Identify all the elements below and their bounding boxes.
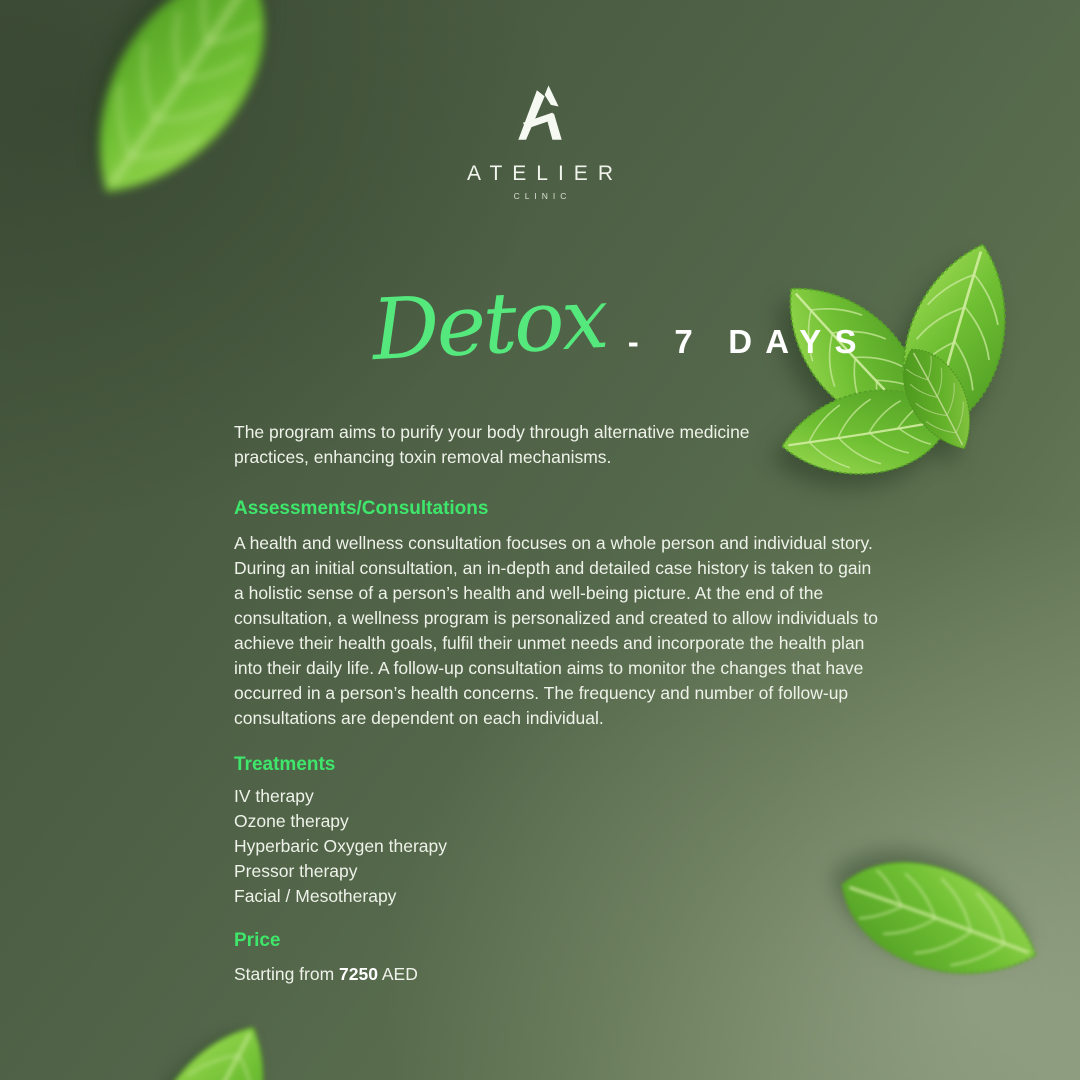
assessments-section-title: Assessments/Consultations bbox=[234, 498, 489, 519]
treatment-item: Ozone therapy bbox=[234, 811, 349, 831]
price-line bbox=[234, 962, 884, 987]
treatments-list bbox=[234, 784, 884, 909]
brand-wordmark: ATELIER bbox=[467, 162, 623, 185]
hero-headline bbox=[369, 268, 870, 380]
price-amount: 7250 bbox=[339, 964, 378, 984]
price-prefix: Starting from bbox=[234, 964, 340, 984]
program-name: Detox bbox=[369, 268, 609, 380]
mint-leaf-bottom-left-icon bbox=[108, 995, 309, 1080]
logo-block bbox=[0, 82, 1080, 201]
atelier-logo-mark-icon bbox=[509, 82, 571, 148]
program-duration: - 7 DAYS bbox=[627, 323, 870, 360]
intro-paragraph: The program aims to purify your body through alternative medicine practices, enhancing toxin removal mechanisms. bbox=[234, 422, 750, 467]
price-section-title: Price bbox=[234, 930, 281, 951]
treatment-item: Facial / Mesotherapy bbox=[234, 886, 397, 906]
assessments-paragraph: A health and wellness consultation focuses on a whole person and individual story. During an initial consultation, an in-depth and detailed case history is taken to gain a holistic sense of a person’s health and well-being picture. At the end of the consultation, a wellness program is personalized and created to allow individuals to achieve their health goals, fulfil their unmet needs and incorporate the health plan into their daily life. A follow-up consultation aims to monitor the changes that have occurred in a person’s health concerns. The frequency and number of follow-up consultations are dependent on each individual. bbox=[234, 533, 878, 728]
treatment-item: Hyperbaric Oxygen therapy bbox=[234, 836, 448, 856]
price-currency: AED bbox=[377, 964, 418, 984]
treatment-item: IV therapy bbox=[234, 786, 314, 806]
treatment-item: Pressor therapy bbox=[234, 861, 358, 881]
treatments-section-title: Treatments bbox=[234, 754, 336, 775]
brand-subtitle: CLINIC bbox=[513, 191, 572, 201]
content-column bbox=[234, 420, 884, 987]
